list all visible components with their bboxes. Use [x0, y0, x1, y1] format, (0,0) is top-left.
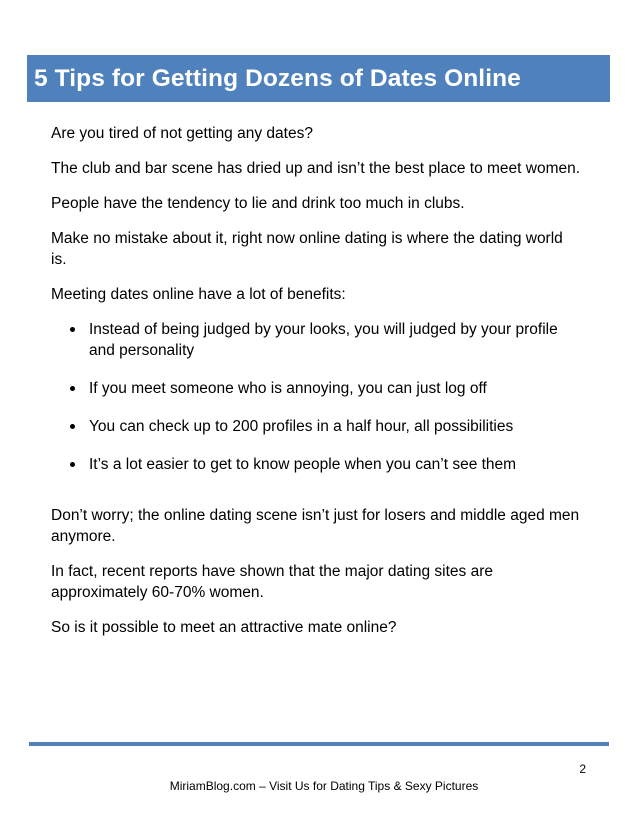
paragraph: The club and bar scene has dried up and isn’t the best place to meet women. [51, 160, 581, 177]
bullet-icon [70, 386, 75, 391]
list-item-text: If you meet someone who is annoying, you can just log off [89, 380, 487, 397]
paragraph: Meeting dates online have a lot of benefits: [51, 286, 346, 303]
paragraph: In fact, recent reports have shown that the major dating sites are approximately 60-70% women. [51, 563, 493, 601]
paragraph: People have the tendency to lie and drink too much in clubs. [51, 195, 465, 212]
list-item-text: It’s a lot easier to get to know people when you can’t see them [89, 456, 517, 473]
list-item-text: Instead of being judged by your looks, you will judged by your profile and personality [89, 321, 558, 359]
page-title: 5 Tips for Getting Dozens of Dates Online [34, 64, 521, 92]
closing-section [51, 505, 581, 638]
paragraph: Don’t worry; the online dating scene isn’t just for losers and middle aged men anymore. [51, 507, 580, 545]
footer-divider [29, 742, 609, 746]
paragraph: Are you tired of not getting any dates? [51, 125, 313, 142]
list-item [51, 416, 581, 437]
document-body [51, 123, 581, 652]
paragraph: Make no mistake about it, right now online dating is where the dating world is. [51, 230, 563, 268]
page-number: 2 [579, 762, 586, 776]
bullet-icon [70, 462, 75, 467]
footer [0, 779, 638, 793]
footer-text: MiriamBlog.com – Visit Us for Dating Tips & Sexy Pictures [169, 779, 479, 793]
paragraph: So is it possible to meet an attractive mate online? [51, 619, 397, 636]
list-item-text: You can check up to 200 profiles in a half hour, all possibilities [89, 418, 514, 435]
bullet-icon [70, 327, 75, 332]
title-banner [27, 55, 610, 102]
list-item [51, 378, 581, 399]
benefits-list [51, 319, 581, 475]
list-item [51, 319, 581, 361]
bullet-icon [70, 424, 75, 429]
list-item [51, 454, 581, 475]
